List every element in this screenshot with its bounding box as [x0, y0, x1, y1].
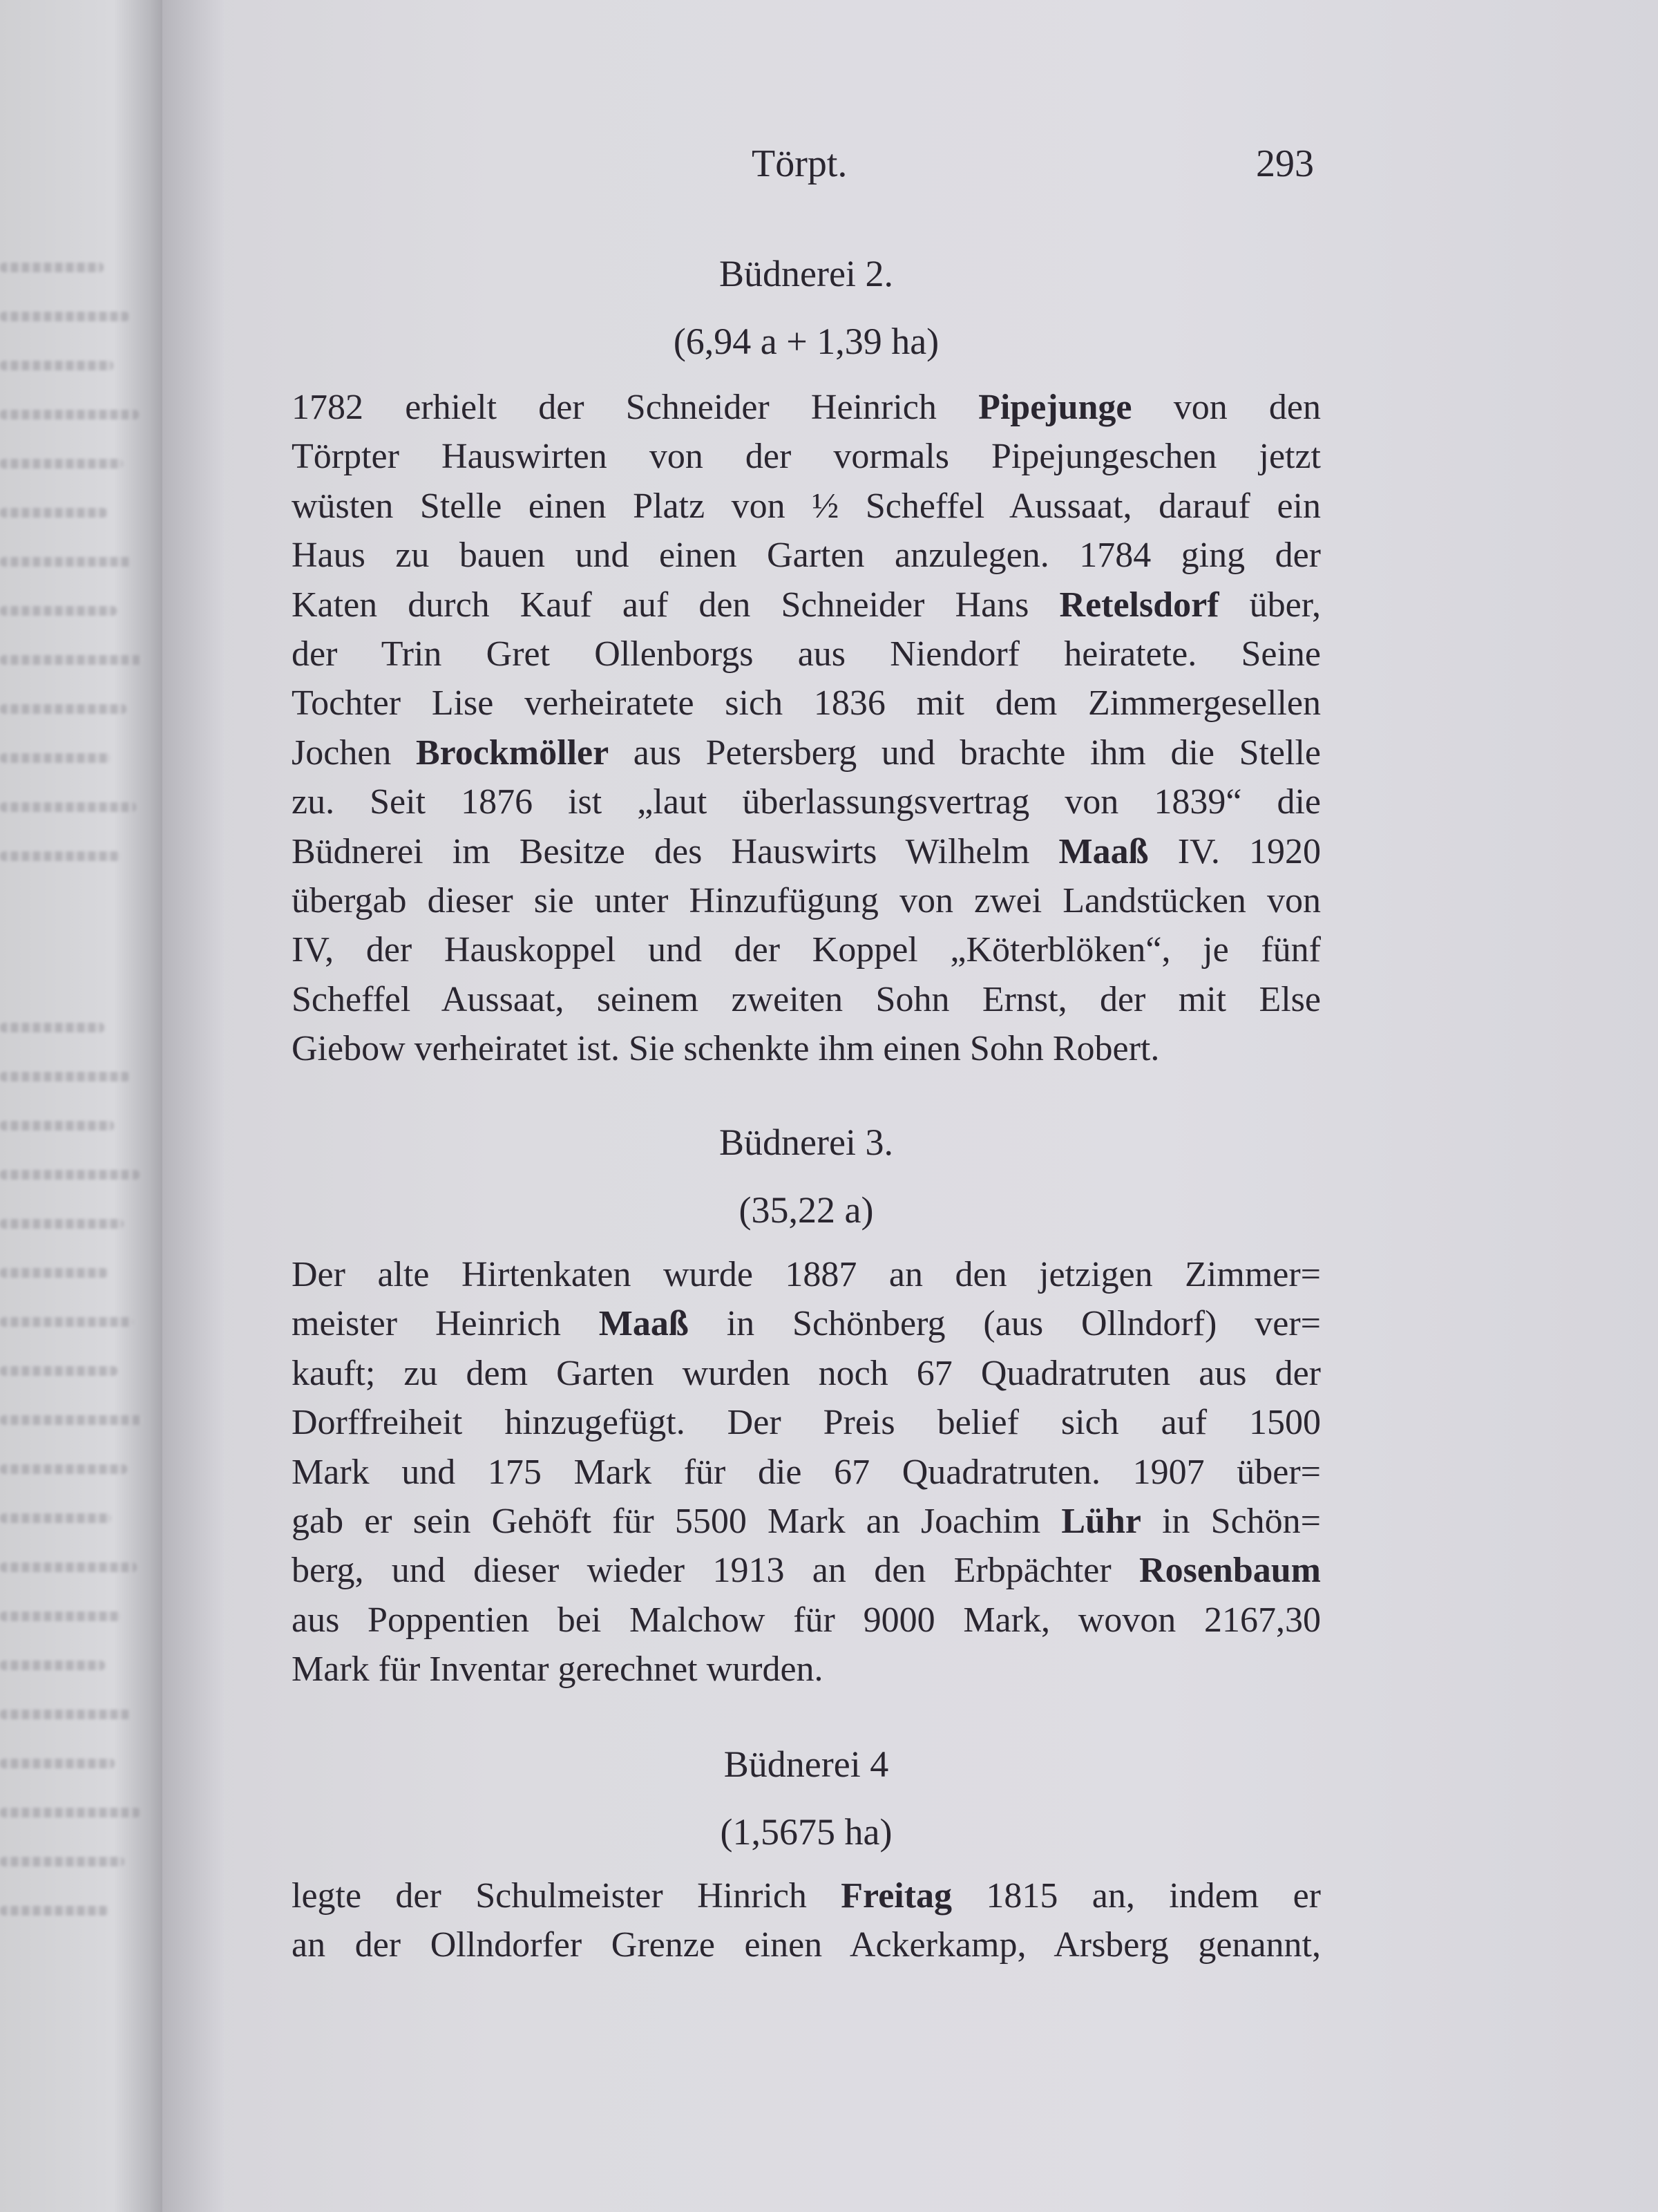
- facing-page-text-blur: [0, 1366, 117, 1376]
- text-line: [292, 535, 1321, 576]
- section-title: Büdnerei 4: [723, 1743, 889, 1785]
- facing-page-text-blur: [0, 851, 120, 861]
- facing-page-text-blur: [0, 606, 117, 616]
- text-segment: legte der Schulmeister Hinrich: [292, 1876, 841, 1916]
- facing-page-text-blur: [0, 1661, 105, 1670]
- text-segment: Giebow verheiratet ist. Sie schenkte ihm einen Sohn Robert.: [292, 1029, 1160, 1069]
- section-title: Büdnerei 3.: [719, 1122, 893, 1163]
- text-line: [292, 1550, 1321, 1591]
- text-line: [292, 831, 1321, 873]
- text-segment: Jochen: [292, 732, 416, 773]
- text-segment: in Schönberg (aus Ollndorf) ver=: [688, 1304, 1321, 1344]
- text-segment: über,: [1219, 585, 1321, 625]
- text-segment: von den: [1132, 388, 1321, 427]
- emphasized-name: Retelsdorf: [1059, 585, 1219, 625]
- text-segment: meister Heinrich: [292, 1304, 599, 1344]
- text-line: [292, 585, 1321, 626]
- text-segment: in Schön=: [1141, 1502, 1321, 1541]
- section-title: Büdnerei 2.: [719, 253, 893, 294]
- text-line: [292, 880, 1321, 922]
- emphasized-name: Maaß: [598, 1304, 689, 1344]
- text-segment: übergab dieser sie unter Hinzufügung von zwei Landstücken von: [292, 881, 1321, 920]
- facing-page-text-blur: [0, 1464, 127, 1474]
- facing-page-text-blur: [0, 1317, 133, 1327]
- text-segment: kauft; zu dem Garten wurden noch 67 Quadratruten aus der: [292, 1353, 1321, 1393]
- facing-page-text-blur: [0, 1857, 124, 1866]
- text-segment: Dorffreiheit hinzugefügt. Der Preis belief sich auf 1500: [292, 1403, 1321, 1443]
- emphasized-name: Maaß: [1058, 831, 1149, 871]
- facing-page-text-blur: [0, 263, 104, 272]
- text-line: [292, 634, 1321, 675]
- facing-page-text-blur: [0, 1710, 131, 1719]
- facing-page-text-blur: [0, 557, 133, 567]
- facing-page-text-blur: [0, 704, 126, 714]
- text-line: [292, 486, 1321, 527]
- facing-page-text-blur: [0, 410, 139, 419]
- text-line: [292, 929, 1321, 971]
- text-line: [292, 782, 1321, 823]
- text-line: [292, 436, 1321, 478]
- text-line: [292, 1600, 1321, 1641]
- text-segment: aus Petersberg und brachte ihm die Stelle: [609, 732, 1321, 773]
- emphasized-name: Freitag: [841, 1876, 953, 1916]
- emphasized-name: Lühr: [1061, 1502, 1141, 1541]
- text-segment: aus Poppentien bei Malchow für 9000 Mark, wovon 2167,30: [292, 1600, 1321, 1640]
- text-segment: Mark und 175 Mark für die 67 Quadratruten. 1907 über=: [292, 1452, 1321, 1492]
- text-segment: der Trin Gret Ollenborgs aus Niendorf heiratete. Seine: [292, 634, 1321, 674]
- facing-page-text-blur: [0, 1170, 140, 1180]
- text-line: [292, 1925, 1321, 1966]
- text-segment: IV, der Hauskoppel und der Koppel „Köterblöken“, je fünf: [292, 930, 1321, 970]
- text-line: [292, 387, 1321, 428]
- text-line: [292, 683, 1321, 724]
- emphasized-name: Brockmöller: [415, 732, 609, 773]
- facing-page-text-blur: [0, 1072, 130, 1081]
- running-title: Törpt.: [752, 142, 848, 185]
- text-segment: wüsten Stelle einen Platz von ½ Scheffel Aussaat, darauf ein: [292, 486, 1321, 526]
- facing-page-text-blur: [0, 1808, 140, 1817]
- facing-page-text-blur: [0, 1121, 114, 1131]
- text-line: [292, 1028, 1321, 1070]
- emphasized-name: Pipejunge: [978, 388, 1132, 427]
- facing-page-text-blur: [0, 1513, 111, 1523]
- facing-page-text-blur: [0, 1759, 115, 1768]
- text-segment: Törpter Hauswirten von der vormals Pipejungeschen jetzt: [292, 437, 1321, 477]
- text-line: [292, 1501, 1321, 1542]
- text-line: [292, 1452, 1321, 1493]
- text-segment: IV. 1920: [1148, 831, 1322, 871]
- facing-page-text-blur: [0, 312, 129, 321]
- facing-page-text-blur: [0, 1611, 121, 1621]
- text-segment: 1782 erhielt der Schneider Heinrich: [292, 388, 979, 427]
- section-area: (6,94 a + 1,39 ha): [673, 321, 940, 362]
- text-segment: Haus zu bauen und einen Garten anzulegen. 1784 ging der: [292, 536, 1321, 576]
- text-line: [292, 1254, 1321, 1296]
- text-segment: Der alte Hirtenkaten wurde 1887 an den jetzigen Zimmer=: [292, 1255, 1321, 1294]
- text-line: [292, 1303, 1321, 1345]
- text-segment: 1815 an, indem er: [952, 1876, 1321, 1916]
- facing-page-text-blur: [0, 1268, 108, 1278]
- text-segment: berg, und dieser wieder 1913 an den Erbpächter: [292, 1551, 1140, 1591]
- text-line: [292, 732, 1321, 774]
- facing-page-text-blur: [0, 1906, 108, 1916]
- facing-page-text-blur: [0, 1023, 104, 1032]
- text-segment: Mark für Inventar gerechnet wurden.: [292, 1649, 823, 1690]
- facing-page-text-blur: [0, 655, 142, 665]
- text-segment: gab er sein Gehöft für 5500 Mark an Joachim: [292, 1502, 1062, 1541]
- text-segment: Büdnerei im Besitze des Hauswirts Wilhelm: [292, 831, 1059, 871]
- facing-page-text-blur: [0, 1562, 137, 1572]
- text-line: [292, 1402, 1321, 1444]
- facing-page-text-blur: [0, 802, 136, 812]
- facing-page-text-blur: [0, 459, 123, 469]
- section-area: (1,5675 ha): [720, 1811, 893, 1853]
- facing-page-text-blur: [0, 753, 111, 763]
- facing-page-text-blur: [0, 1219, 124, 1229]
- text-line: [292, 1353, 1321, 1395]
- text-segment: Scheffel Aussaat, seinem zweiten Sohn Ernst, der mit Else: [292, 979, 1321, 1019]
- text-line: [292, 1875, 1321, 1917]
- section-area: (35,22 a): [739, 1189, 874, 1231]
- text-line: [292, 1649, 1321, 1690]
- facing-page-text-blur: [0, 361, 113, 370]
- text-segment: zu. Seit 1876 ist „laut überlassungsvertrag von 1839“ die: [292, 782, 1321, 822]
- emphasized-name: Rosenbaum: [1139, 1551, 1321, 1591]
- text-segment: Tochter Lise verheiratete sich 1836 mit dem Zimmergesellen: [292, 683, 1321, 724]
- page-gutter-shadow: [162, 0, 225, 2212]
- page-number: 293: [1256, 142, 1314, 185]
- text-segment: Katen durch Kauf auf den Schneider Hans: [292, 585, 1060, 625]
- facing-page-edge: [0, 0, 162, 2212]
- facing-page-text-blur: [0, 508, 107, 518]
- text-line: [292, 979, 1321, 1021]
- facing-page-text-blur: [0, 1415, 143, 1425]
- text-segment: an der Ollndorfer Grenze einen Ackerkamp, Arsberg genannt,: [292, 1925, 1321, 1965]
